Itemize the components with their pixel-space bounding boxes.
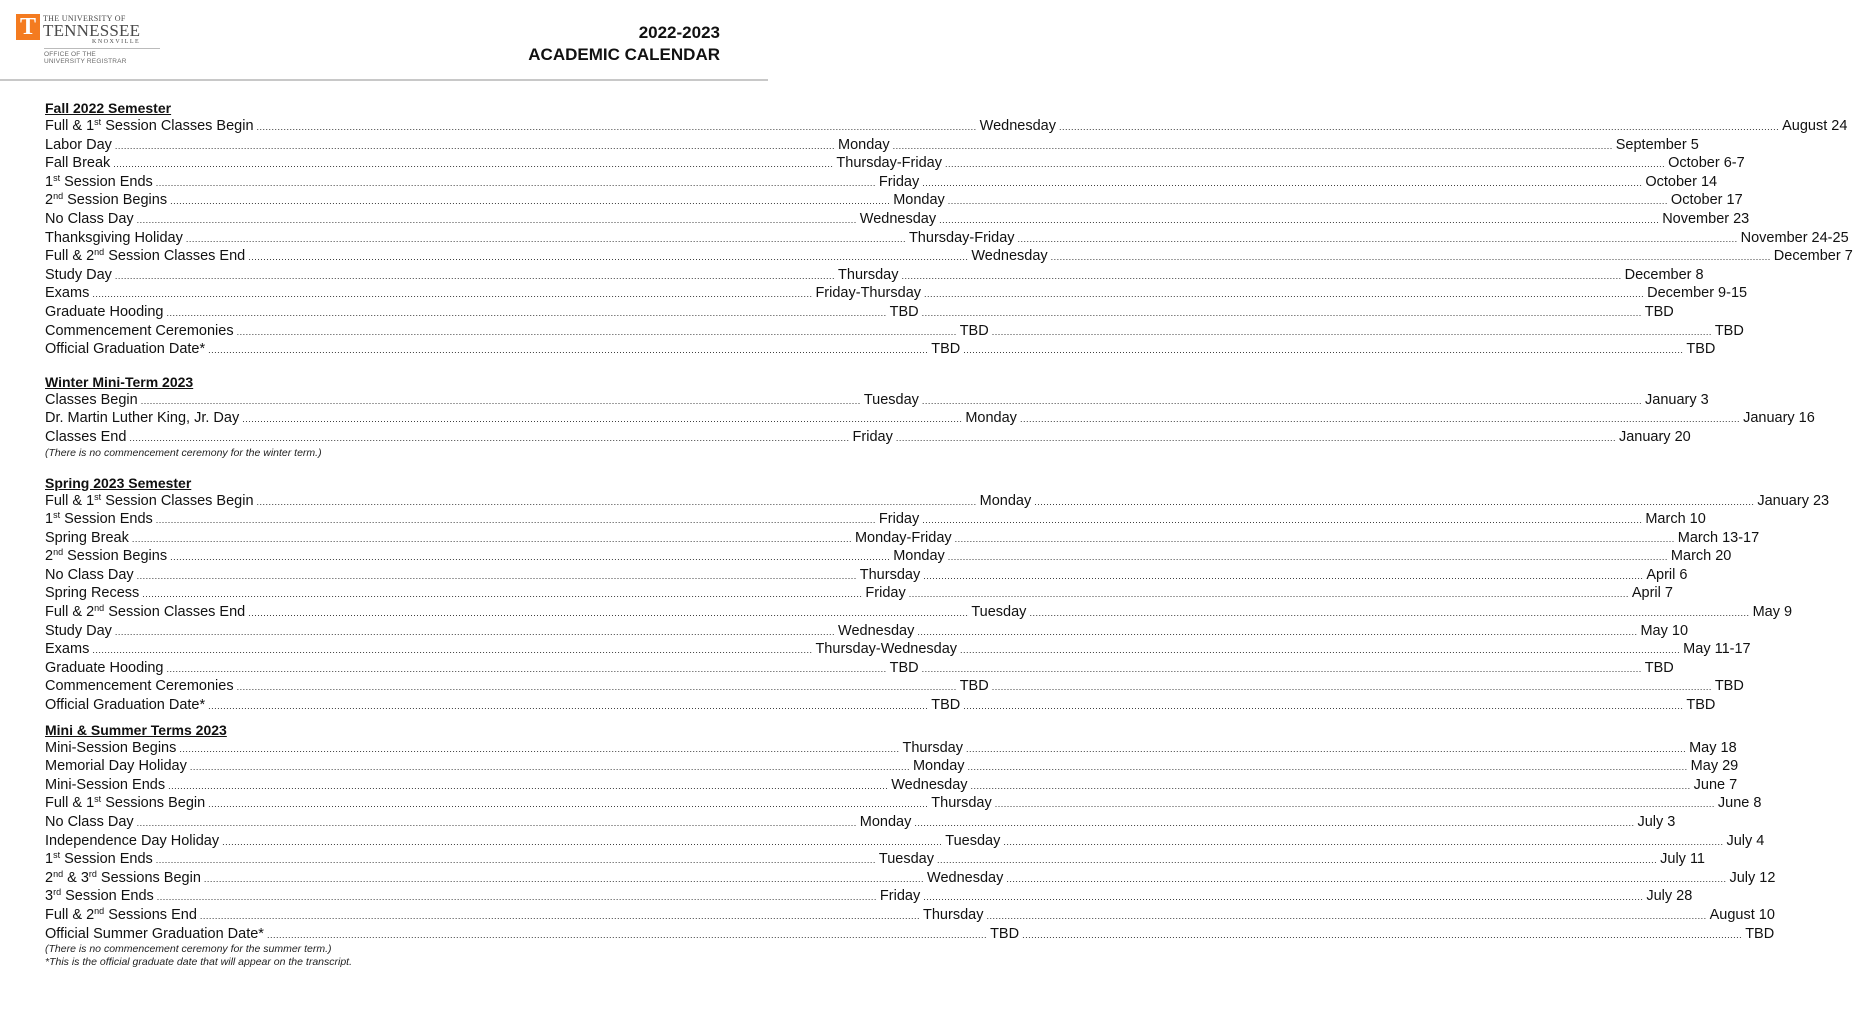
dot-leader: ................................................................................................................................................................................................................................................ bbox=[923, 892, 1644, 903]
event-label: Commencement Ceremonies bbox=[45, 322, 234, 339]
dot-leader: ................................................................................................................................................................................................................................................ bbox=[114, 140, 836, 151]
dot-leader: ................................................................................................................................................................................................................................................ bbox=[208, 799, 929, 810]
event-label: Mini-Session Ends bbox=[45, 776, 166, 793]
dot-leader: ................................................................................................................................................................................................................................................ bbox=[155, 855, 876, 866]
event-label: Labor Day bbox=[45, 136, 112, 153]
event-day: Friday-Thursday bbox=[815, 285, 922, 302]
event-date: October 6-7 bbox=[1668, 155, 1745, 172]
dot-leader: ................................................................................................................................................................................................................................................ bbox=[921, 307, 1642, 318]
dot-leader: ................................................................................................................................................................................................................................................ bbox=[179, 743, 900, 754]
calendar-row bbox=[45, 266, 1704, 285]
event-label: Memorial Day Holiday bbox=[45, 758, 187, 775]
event-day: Wednesday bbox=[838, 622, 915, 639]
calendar-row bbox=[45, 739, 1737, 758]
calendar-row bbox=[45, 905, 1775, 925]
calendar-row bbox=[45, 850, 1705, 869]
page-header bbox=[0, 0, 768, 78]
calendar-row bbox=[45, 510, 1706, 529]
document-title bbox=[528, 22, 720, 66]
calendar-row bbox=[45, 659, 1674, 678]
event-date: April 7 bbox=[1631, 585, 1673, 602]
calendar-content bbox=[45, 99, 1853, 969]
dot-leader: ................................................................................................................................................................................................................................................ bbox=[937, 855, 1658, 866]
dot-leader: ................................................................................................................................................................................................................................................ bbox=[114, 270, 836, 281]
calendar-row bbox=[45, 391, 1709, 410]
calendar-row bbox=[45, 409, 1815, 428]
dot-leader: ................................................................................................................................................................................................................................................ bbox=[208, 345, 929, 356]
dot-leader: ................................................................................................................................................................................................................................................ bbox=[131, 533, 852, 544]
calendar-row bbox=[45, 136, 1699, 155]
dot-leader: ................................................................................................................................................................................................................................................ bbox=[914, 818, 1635, 828]
calendar-row bbox=[45, 284, 1748, 303]
calendar-row bbox=[45, 813, 1676, 832]
dot-leader: ................................................................................................................................................................................................................................................ bbox=[170, 552, 891, 563]
event-day: Thursday bbox=[931, 795, 992, 812]
dot-leader: ................................................................................................................................................................................................................................................ bbox=[1050, 252, 1771, 263]
dot-leader: ................................................................................................................................................................................................................................................ bbox=[1003, 836, 1724, 847]
event-label: Independence Day Holiday bbox=[45, 832, 220, 849]
event-date: October 17 bbox=[1670, 192, 1743, 209]
event-day: TBD bbox=[990, 925, 1020, 942]
event-date: June 7 bbox=[1693, 776, 1738, 793]
power-t-logo-icon: T bbox=[16, 14, 40, 40]
logo-office-line-2: UNIVERSITY REGISTRAR bbox=[44, 58, 127, 65]
dot-leader: ................................................................................................................................................................................................................................................ bbox=[921, 395, 1643, 406]
dot-leader: ................................................................................................................................................................................................................................................ bbox=[960, 645, 1681, 656]
event-day: Thursday-Friday bbox=[836, 155, 942, 172]
event-date: July 11 bbox=[1660, 851, 1705, 868]
calendar-row bbox=[45, 640, 1751, 659]
dot-leader: ................................................................................................................................................................................................................................................ bbox=[1058, 122, 1780, 132]
dot-leader: ................................................................................................................................................................................................................................................ bbox=[954, 533, 1675, 544]
event-date: July 12 bbox=[1729, 869, 1776, 886]
dot-leader: ................................................................................................................................................................................................................................................ bbox=[222, 836, 943, 847]
dot-leader: ................................................................................................................................................................................................................................................ bbox=[114, 626, 836, 637]
calendar-row bbox=[45, 925, 1775, 944]
dot-leader: ................................................................................................................................................................................................................................................ bbox=[236, 326, 957, 337]
event-label: No Class Day bbox=[45, 210, 134, 227]
summer-rows bbox=[45, 739, 1776, 944]
event-label: Full & 2nd Session Classes End bbox=[45, 247, 246, 265]
event-day: Thursday bbox=[838, 266, 899, 283]
event-label: Graduate Hooding bbox=[45, 659, 164, 676]
logo-tennessee-text: TENNESSEE bbox=[43, 21, 141, 40]
event-label: 3rd Session Ends bbox=[45, 887, 154, 905]
event-date: December 9-15 bbox=[1647, 285, 1748, 302]
logo-office bbox=[44, 51, 127, 65]
event-date: March 13-17 bbox=[1677, 529, 1760, 546]
dot-leader: ................................................................................................................................................................................................................................................ bbox=[947, 196, 1668, 207]
event-label: Thanksgiving Holiday bbox=[45, 229, 183, 246]
dot-leader: ................................................................................................................................................................................................................................................ bbox=[895, 432, 1616, 443]
event-day: Friday bbox=[879, 888, 921, 905]
university-logo bbox=[16, 14, 176, 70]
dot-leader: ................................................................................................................................................................................................................................................ bbox=[965, 743, 1687, 754]
event-label: Full & 2nd Sessions End bbox=[45, 905, 197, 923]
logo-university-text: THE UNIVERSITY OF bbox=[43, 14, 126, 23]
calendar-row bbox=[45, 172, 1718, 192]
calendar-row bbox=[45, 340, 1716, 359]
event-day: Wednesday bbox=[891, 776, 968, 793]
event-date: TBD bbox=[1714, 322, 1744, 339]
calendar-row bbox=[45, 428, 1691, 447]
event-day: TBD bbox=[959, 678, 989, 695]
event-day: Thursday bbox=[902, 739, 963, 756]
dot-leader: ................................................................................................................................................................................................................................................ bbox=[166, 307, 887, 318]
event-day: Thursday-Friday bbox=[908, 229, 1015, 246]
logo-office-line-1: OFFICE OF THE bbox=[44, 51, 96, 58]
calendar-row bbox=[45, 776, 1738, 795]
event-day: TBD bbox=[959, 322, 989, 339]
event-date: TBD bbox=[1686, 341, 1716, 358]
event-day: TBD bbox=[889, 303, 919, 320]
event-date: July 28 bbox=[1646, 888, 1693, 905]
event-day: Friday bbox=[852, 428, 893, 445]
event-label: Graduate Hooding bbox=[45, 303, 164, 320]
dot-leader: ................................................................................................................................................................................................................................................ bbox=[994, 799, 1715, 810]
dot-leader: ................................................................................................................................................................................................................................................ bbox=[1029, 608, 1750, 619]
event-date: July 3 bbox=[1637, 814, 1676, 830]
dot-leader: ................................................................................................................................................................................................................................................ bbox=[166, 663, 887, 674]
dot-leader: ................................................................................................................................................................................................................................................ bbox=[922, 515, 1643, 526]
event-date: January 3 bbox=[1645, 391, 1709, 408]
fall-rows bbox=[45, 117, 1853, 359]
event-date: May 29 bbox=[1690, 758, 1739, 775]
event-label: Commencement Ceremonies bbox=[45, 678, 234, 695]
dot-leader: ................................................................................................................................................................................................................................................ bbox=[113, 159, 834, 170]
dot-leader: ................................................................................................................................................................................................................................................ bbox=[922, 177, 1643, 188]
event-label: Official Summer Graduation Date* bbox=[45, 925, 264, 942]
calendar-row bbox=[45, 868, 1776, 888]
event-label: 2nd Session Begins bbox=[45, 191, 168, 209]
event-day: Monday bbox=[965, 410, 1017, 427]
logo-knoxville-text: KNOXVILLE bbox=[92, 39, 141, 45]
event-label: Study Day bbox=[45, 266, 112, 283]
dot-leader: ................................................................................................................................................................................................................................................ bbox=[189, 762, 910, 773]
event-label: Official Graduation Date* bbox=[45, 697, 206, 714]
dot-leader: ................................................................................................................................................................................................................................................ bbox=[155, 177, 876, 188]
event-date: December 7 bbox=[1773, 248, 1853, 265]
event-day: Wednesday bbox=[971, 248, 1048, 265]
event-day: Thursday-Wednesday bbox=[815, 641, 958, 658]
event-day: Monday bbox=[893, 548, 945, 565]
dot-leader: ................................................................................................................................................................................................................................................ bbox=[156, 892, 877, 903]
event-day: Tuesday bbox=[945, 832, 1001, 849]
event-label: Mini-Session Begins bbox=[45, 739, 177, 756]
event-date: August 10 bbox=[1709, 906, 1775, 923]
event-date: TBD bbox=[1714, 678, 1744, 695]
dot-leader: ................................................................................................................................................................................................................................................ bbox=[185, 233, 906, 244]
calendar-row bbox=[45, 566, 1688, 585]
event-day: Monday bbox=[912, 758, 965, 775]
dot-leader: ................................................................................................................................................................................................................................................ bbox=[256, 122, 977, 132]
dot-leader: ................................................................................................................................................................................................................................................ bbox=[947, 552, 1668, 563]
calendar-row bbox=[45, 247, 1853, 266]
event-day: TBD bbox=[889, 659, 919, 676]
event-label: Official Graduation Date* bbox=[45, 341, 206, 358]
dot-leader: ................................................................................................................................................................................................................................................ bbox=[142, 589, 863, 600]
dot-leader: ................................................................................................................................................................................................................................................ bbox=[1006, 873, 1727, 884]
dot-leader: ................................................................................................................................................................................................................................................ bbox=[136, 570, 857, 581]
calendar-row bbox=[45, 677, 1744, 696]
dot-leader: ................................................................................................................................................................................................................................................ bbox=[168, 780, 889, 791]
event-date: November 24-25 bbox=[1740, 229, 1849, 246]
event-label: Fall Break bbox=[45, 155, 111, 172]
dot-leader: ................................................................................................................................................................................................................................................ bbox=[1022, 929, 1743, 940]
calendar-row bbox=[45, 547, 1732, 566]
dot-leader: ................................................................................................................................................................................................................................................ bbox=[967, 762, 1688, 773]
event-day: Monday bbox=[979, 492, 1032, 509]
event-date: January 16 bbox=[1743, 410, 1815, 427]
calendar-row bbox=[45, 191, 1743, 210]
calendar-row bbox=[45, 832, 1765, 851]
dot-leader: ................................................................................................................................................................................................................................................ bbox=[1034, 496, 1755, 507]
dot-leader: ................................................................................................................................................................................................................................................ bbox=[970, 780, 1691, 791]
dot-leader: ................................................................................................................................................................................................................................................ bbox=[248, 252, 969, 263]
event-date: TBD bbox=[1644, 303, 1674, 320]
event-day: TBD bbox=[931, 697, 961, 714]
event-label: Full & 1st Sessions Begin bbox=[45, 794, 206, 812]
event-date: March 20 bbox=[1670, 548, 1732, 565]
dot-leader: ................................................................................................................................................................................................................................................ bbox=[92, 289, 813, 300]
dot-leader: ................................................................................................................................................................................................................................................ bbox=[923, 570, 1644, 581]
winter-rows bbox=[45, 391, 1815, 447]
event-label: Full & 1st Session Classes Begin bbox=[45, 117, 254, 134]
dot-leader: ................................................................................................................................................................................................................................................ bbox=[1017, 233, 1738, 244]
calendar-row bbox=[45, 757, 1739, 776]
dot-leader: ................................................................................................................................................................................................................................................ bbox=[924, 289, 1645, 300]
dot-leader: ................................................................................................................................................................................................................................................ bbox=[963, 345, 1684, 356]
event-day: Wednesday bbox=[927, 869, 1004, 886]
event-day: Tuesday bbox=[878, 851, 934, 868]
event-day: Friday bbox=[878, 173, 920, 190]
event-date: July 4 bbox=[1726, 832, 1765, 849]
event-label: Classes Begin bbox=[45, 391, 138, 408]
dot-leader: ................................................................................................................................................................................................................................................ bbox=[963, 701, 1684, 712]
calendar-row bbox=[45, 229, 1849, 248]
event-day: Wednesday bbox=[859, 210, 937, 227]
event-label: Classes End bbox=[45, 428, 127, 445]
event-label: No Class Day bbox=[45, 814, 134, 830]
event-label: Spring Recess bbox=[45, 585, 140, 602]
dot-leader: ................................................................................................................................................................................................................................................ bbox=[236, 682, 957, 693]
calendar-row bbox=[45, 154, 1745, 173]
event-date: TBD bbox=[1644, 659, 1674, 676]
spring-rows bbox=[45, 491, 1830, 715]
event-date: October 14 bbox=[1645, 173, 1718, 190]
event-date: November 23 bbox=[1662, 210, 1750, 227]
section-title-winter: Winter Mini-Term 2023 bbox=[45, 373, 194, 390]
event-date: March 10 bbox=[1645, 511, 1706, 528]
dot-leader: ................................................................................................................................................................................................................................................ bbox=[155, 515, 876, 526]
dot-leader: ................................................................................................................................................................................................................................................ bbox=[92, 645, 813, 656]
section-title-summer: Mini & Summer Terms 2023 bbox=[45, 721, 227, 738]
event-date: April 6 bbox=[1646, 566, 1688, 583]
event-day: Monday bbox=[893, 192, 945, 209]
calendar-row bbox=[45, 117, 1848, 136]
dot-leader: ................................................................................................................................................................................................................................................ bbox=[991, 326, 1712, 337]
event-label: Full & 1st Session Classes Begin bbox=[45, 491, 254, 509]
event-label: 2nd & 3rd Sessions Begin bbox=[45, 868, 201, 886]
dot-leader: ................................................................................................................................................................................................................................................ bbox=[208, 701, 929, 712]
event-day: Monday bbox=[838, 136, 890, 153]
calendar-row bbox=[45, 210, 1750, 229]
title-name: ACADEMIC CALENDAR bbox=[528, 45, 720, 64]
dot-leader: ................................................................................................................................................................................................................................................ bbox=[991, 682, 1712, 693]
calendar-row bbox=[45, 622, 1689, 641]
transcript-footnote: *This is the official graduate date that will appear on the transcript. bbox=[45, 956, 353, 969]
dot-leader: ................................................................................................................................................................................................................................................ bbox=[986, 910, 1707, 921]
winter-note: (There is no commencement ceremony for the winter term.) bbox=[45, 446, 322, 459]
dot-leader: ................................................................................................................................................................................................................................................ bbox=[136, 818, 857, 828]
calendar-row bbox=[45, 584, 1673, 603]
event-date: TBD bbox=[1686, 697, 1716, 714]
section-title-fall: Fall 2022 Semester bbox=[45, 100, 172, 116]
event-day: Thursday bbox=[859, 566, 921, 583]
event-day: Friday bbox=[865, 585, 906, 602]
calendar-row bbox=[45, 529, 1760, 548]
calendar-row bbox=[45, 696, 1716, 715]
event-date: January 20 bbox=[1618, 428, 1691, 445]
event-label: Spring Break bbox=[45, 529, 129, 546]
event-date: May 11-17 bbox=[1683, 641, 1751, 658]
calendar-row bbox=[45, 603, 1793, 622]
event-date: May 18 bbox=[1689, 739, 1737, 756]
event-label: Exams bbox=[45, 641, 90, 658]
event-label: No Class Day bbox=[45, 566, 134, 583]
dot-leader: ................................................................................................................................................................................................................................................ bbox=[892, 140, 1613, 151]
calendar-row bbox=[45, 887, 1693, 906]
event-date: September 5 bbox=[1615, 136, 1699, 153]
event-date: TBD bbox=[1745, 925, 1775, 942]
summer-note: (There is no commencement ceremony for the summer term.) bbox=[45, 943, 332, 956]
dot-leader: ................................................................................................................................................................................................................................................ bbox=[136, 214, 857, 225]
event-label: Study Day bbox=[45, 622, 112, 639]
dot-leader: ................................................................................................................................................................................................................................................ bbox=[921, 663, 1642, 674]
title-year: 2022-2023 bbox=[638, 23, 720, 42]
dot-leader: ................................................................................................................................................................................................................................................ bbox=[939, 214, 1660, 225]
event-label: Exams bbox=[45, 285, 90, 302]
dot-leader: ................................................................................................................................................................................................................................................ bbox=[944, 159, 1666, 170]
event-day: Monday bbox=[859, 814, 912, 830]
dot-leader: ................................................................................................................................................................................................................................................ bbox=[199, 910, 921, 921]
logo-divider bbox=[44, 48, 160, 49]
logo-wordmark bbox=[43, 14, 140, 46]
event-label: 2nd Session Begins bbox=[45, 547, 168, 565]
header-divider bbox=[0, 79, 768, 81]
event-date: August 24 bbox=[1782, 118, 1848, 134]
dot-leader: ................................................................................................................................................................................................................................................ bbox=[248, 608, 969, 619]
dot-leader: ................................................................................................................................................................................................................................................ bbox=[129, 432, 850, 443]
dot-leader: ................................................................................................................................................................................................................................................ bbox=[242, 414, 963, 425]
dot-leader: ................................................................................................................................................................................................................................................ bbox=[140, 395, 861, 406]
event-label: Full & 2nd Session Classes End bbox=[45, 603, 246, 621]
calendar-row bbox=[45, 491, 1830, 511]
calendar-row bbox=[45, 303, 1674, 322]
event-label: 1st Session Ends bbox=[45, 172, 153, 190]
event-day: Thursday bbox=[923, 906, 984, 923]
event-date: January 23 bbox=[1757, 492, 1830, 509]
dot-leader: ................................................................................................................................................................................................................................................ bbox=[908, 589, 1629, 600]
event-day: Tuesday bbox=[971, 604, 1027, 621]
event-label: 1st Session Ends bbox=[45, 850, 153, 868]
event-date: December 8 bbox=[1624, 266, 1704, 283]
event-date: May 9 bbox=[1752, 604, 1793, 621]
calendar-row bbox=[45, 322, 1744, 341]
event-day: Wednesday bbox=[979, 118, 1056, 134]
event-day: Monday-Friday bbox=[854, 529, 952, 546]
dot-leader: ................................................................................................................................................................................................................................................ bbox=[901, 270, 1622, 281]
section-title-spring: Spring 2023 Semester bbox=[45, 474, 192, 491]
calendar-row bbox=[45, 794, 1762, 813]
event-day: TBD bbox=[931, 341, 961, 358]
dot-leader: ................................................................................................................................................................................................................................................ bbox=[170, 196, 891, 207]
dot-leader: ................................................................................................................................................................................................................................................ bbox=[266, 929, 988, 940]
event-date: June 8 bbox=[1717, 795, 1762, 812]
event-label: Dr. Martin Luther King, Jr. Day bbox=[45, 410, 240, 427]
event-day: Tuesday bbox=[863, 391, 919, 408]
dot-leader: ................................................................................................................................................................................................................................................ bbox=[917, 626, 1638, 637]
dot-leader: ................................................................................................................................................................................................................................................ bbox=[256, 496, 977, 507]
dot-leader: ................................................................................................................................................................................................................................................ bbox=[203, 873, 925, 884]
event-day: Friday bbox=[878, 511, 920, 528]
event-label: 1st Session Ends bbox=[45, 510, 153, 528]
event-date: May 10 bbox=[1640, 622, 1689, 639]
dot-leader: ................................................................................................................................................................................................................................................ bbox=[1019, 414, 1741, 425]
